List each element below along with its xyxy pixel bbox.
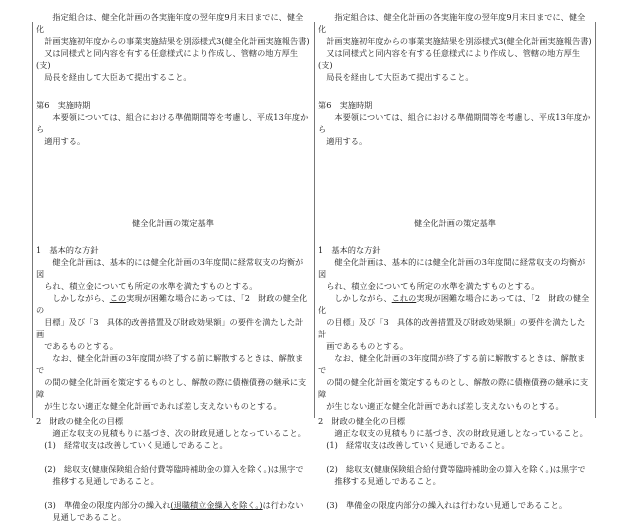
text-segment: 推移する見通しであること。 bbox=[36, 476, 159, 486]
text-line bbox=[36, 217, 310, 229]
text-segment: 本要領については、組合における準備期間等を考慮し、平成13年度から bbox=[36, 112, 309, 134]
text-line bbox=[36, 463, 310, 475]
text-segment: 2 財政の健全化の目標 bbox=[36, 416, 124, 426]
text-line bbox=[36, 256, 310, 280]
text-segment: 健全化計画は、基本的には健全化計画の3年度間に経常収支の均衡が図 bbox=[318, 257, 586, 279]
paragraph-report bbox=[36, 11, 310, 83]
text-segment: 適用する。 bbox=[318, 136, 368, 146]
text-line bbox=[318, 280, 592, 292]
text-segment: 計画実施初年度からの事業実施結果を別添様式3(健全化計画実施報告書) bbox=[36, 36, 310, 46]
text-segment: 健全化計画の策定基準 bbox=[132, 218, 214, 228]
text-segment: なお、健全化計画の3年度間が終了する前に解散するときは、解散まで bbox=[318, 353, 586, 375]
paragraph-goal3 bbox=[36, 499, 310, 523]
text-segment: られ、積立金についても所定の水準を満たすものとする。 bbox=[36, 281, 258, 291]
text-segment: が生じない適正な健全化計画であれば差し支えないものとする。 bbox=[318, 401, 564, 411]
paragraph-basic bbox=[36, 244, 310, 412]
text-line bbox=[318, 47, 592, 71]
text-line bbox=[36, 427, 310, 439]
text-segment: 本要領については、組合における準備期間等を考慮し、平成13年度から bbox=[318, 112, 591, 134]
text-segment: 又は同様式と同内容を有する任意様式により作成し、管轄の地方厚生(支) bbox=[318, 48, 581, 70]
text-segment: 局長を経由して大臣あて提出すること。 bbox=[36, 72, 192, 82]
text-segment: 局長を経由して大臣あて提出すること。 bbox=[318, 72, 474, 82]
text-segment: の間の健全化計画を策定するものとし、解散の際に債権債務の継承に支障 bbox=[318, 377, 589, 399]
text-line bbox=[318, 352, 592, 376]
text-segment: られ、積立金についても所定の水準を満たすものとする。 bbox=[318, 281, 540, 291]
text-segment: 健全化計画の策定基準 bbox=[414, 218, 496, 228]
text-line bbox=[36, 475, 310, 487]
text-segment: なお、健全化計画の3年度間が終了する前に解散するときは、解散まで bbox=[36, 353, 304, 375]
text-line bbox=[318, 71, 592, 83]
paragraph-goal2 bbox=[36, 463, 310, 487]
text-line bbox=[36, 352, 310, 376]
underlined-text: (退職積立金繰入を除く。) bbox=[170, 500, 263, 510]
text-segment: 実現が困難な場合にあっては、「2 財政の健全化 bbox=[318, 293, 590, 315]
text-line bbox=[36, 11, 310, 35]
text-line bbox=[36, 35, 310, 47]
text-line bbox=[36, 511, 310, 523]
text-line bbox=[318, 256, 592, 280]
text-line bbox=[36, 400, 310, 412]
text-line bbox=[318, 340, 592, 352]
text-line bbox=[318, 111, 592, 135]
text-line bbox=[36, 280, 310, 292]
text-line bbox=[36, 47, 310, 71]
text-line bbox=[36, 316, 310, 340]
text-line bbox=[36, 99, 310, 111]
text-segment: 健全化計画は、基本的には健全化計画の3年度間に経常収支の均衡が図 bbox=[36, 257, 304, 279]
text-segment: (1) 経常収支は改善していく見通しであること。 bbox=[318, 440, 510, 450]
text-segment: しかしながら、 bbox=[36, 293, 110, 303]
text-segment: 指定組合は、健全化計画の各実施年度の翌年度9月末日までに、健全化 bbox=[318, 12, 586, 34]
text-line bbox=[318, 475, 592, 487]
text-line bbox=[36, 135, 310, 147]
text-line bbox=[318, 135, 592, 147]
text-line bbox=[318, 292, 592, 316]
text-segment: 又は同様式と同内容を有する任意様式により作成し、管轄の地方厚生(支) bbox=[36, 48, 299, 70]
text-segment: (3) 準備金の限度内部分の繰入れは行わない見通しであること。 bbox=[318, 500, 568, 510]
text-segment: 第6 実施時期 bbox=[36, 100, 91, 110]
text-segment: 適正な収支の見積もりに基づき、次の財政見通しとなっていること。 bbox=[36, 428, 306, 438]
text-segment: 1 基本的な方針 bbox=[36, 245, 99, 255]
paragraph-report bbox=[318, 11, 592, 83]
text-segment: の間の健全化計画を策定するものとし、解散の際に債権債務の継承に支障 bbox=[36, 377, 307, 399]
text-line bbox=[318, 463, 592, 475]
text-line bbox=[36, 340, 310, 352]
text-segment: 1 基本的な方針 bbox=[318, 245, 381, 255]
table-border-right bbox=[595, 22, 596, 418]
text-segment: 第6 実施時期 bbox=[318, 100, 373, 110]
text-segment: の目標」及び「3 具体的改善措置及び財政効果額」の要件を満たした計 bbox=[318, 317, 586, 339]
text-segment: 見通しであること。 bbox=[36, 512, 127, 522]
text-line bbox=[318, 244, 592, 256]
text-line bbox=[318, 400, 592, 412]
paragraph-basic bbox=[318, 244, 592, 412]
text-segment: であるものとする。 bbox=[36, 341, 118, 351]
section-title bbox=[36, 217, 310, 229]
paragraph-goal3 bbox=[318, 499, 592, 511]
paragraph-section6 bbox=[318, 99, 592, 147]
text-segment: (2) 総収支(健康保険組合給付費等臨時補助金の算入を除く。)は黒字で bbox=[36, 464, 304, 474]
text-line bbox=[36, 376, 310, 400]
paragraph-goal bbox=[318, 415, 592, 451]
text-line bbox=[318, 11, 592, 35]
text-segment: 2 財政の健全化の目標 bbox=[318, 416, 406, 426]
paragraph-goal2 bbox=[318, 463, 592, 487]
text-segment: 画であるものとする。 bbox=[318, 341, 409, 351]
text-line bbox=[318, 376, 592, 400]
text-segment: (2) 総収支(健康保険組合給付費等臨時補助金の算入を除く。)は黒字で bbox=[318, 464, 586, 474]
text-segment: しかしながら、 bbox=[318, 293, 392, 303]
text-segment: (3) 準備金の限度内部分の繰入れ bbox=[36, 500, 171, 510]
text-line bbox=[36, 111, 310, 135]
underlined-text: これの bbox=[391, 293, 417, 303]
underlined-text: この bbox=[109, 293, 127, 303]
text-line bbox=[318, 316, 592, 340]
text-line bbox=[36, 292, 310, 316]
text-segment: (1) 経常収支は改善していく見通しであること。 bbox=[36, 440, 228, 450]
text-segment: 適正な収支の見積もりに基づき、次の財政見通しとなっていること。 bbox=[318, 428, 588, 438]
text-line bbox=[36, 244, 310, 256]
text-line bbox=[36, 415, 310, 427]
section-title bbox=[318, 217, 592, 229]
text-line bbox=[36, 499, 310, 511]
text-segment: 計画実施初年度からの事業実施結果を別添様式3(健全化計画実施報告書) bbox=[318, 36, 592, 46]
text-line bbox=[318, 99, 592, 111]
right-column-new-text bbox=[318, 0, 592, 511]
text-segment: が生じない適正な健全化計画であれば差し支えないものとする。 bbox=[36, 401, 282, 411]
text-line bbox=[318, 217, 592, 229]
paragraph-section6 bbox=[36, 99, 310, 147]
text-segment: 推移する見通しであること。 bbox=[318, 476, 441, 486]
text-segment: 適用する。 bbox=[36, 136, 86, 146]
left-column-old-text bbox=[36, 0, 310, 523]
text-line bbox=[318, 499, 592, 511]
text-segment: 目標」及び「3 具体的改善措置及び財政効果額」の要件を満たした計画 bbox=[36, 317, 304, 339]
text-line bbox=[318, 35, 592, 47]
text-line bbox=[318, 427, 592, 439]
text-segment: 指定組合は、健全化計画の各実施年度の翌年度9月末日までに、健全化 bbox=[36, 12, 304, 34]
text-segment: 実現が困難な場合にあっては、「2 財政の健全化の bbox=[36, 293, 308, 315]
text-line bbox=[318, 415, 592, 427]
table-border-left bbox=[32, 22, 33, 418]
paragraph-goal bbox=[36, 415, 310, 451]
text-line bbox=[36, 71, 310, 83]
table-border-middle bbox=[314, 22, 315, 418]
text-segment: は行わない bbox=[262, 500, 304, 510]
